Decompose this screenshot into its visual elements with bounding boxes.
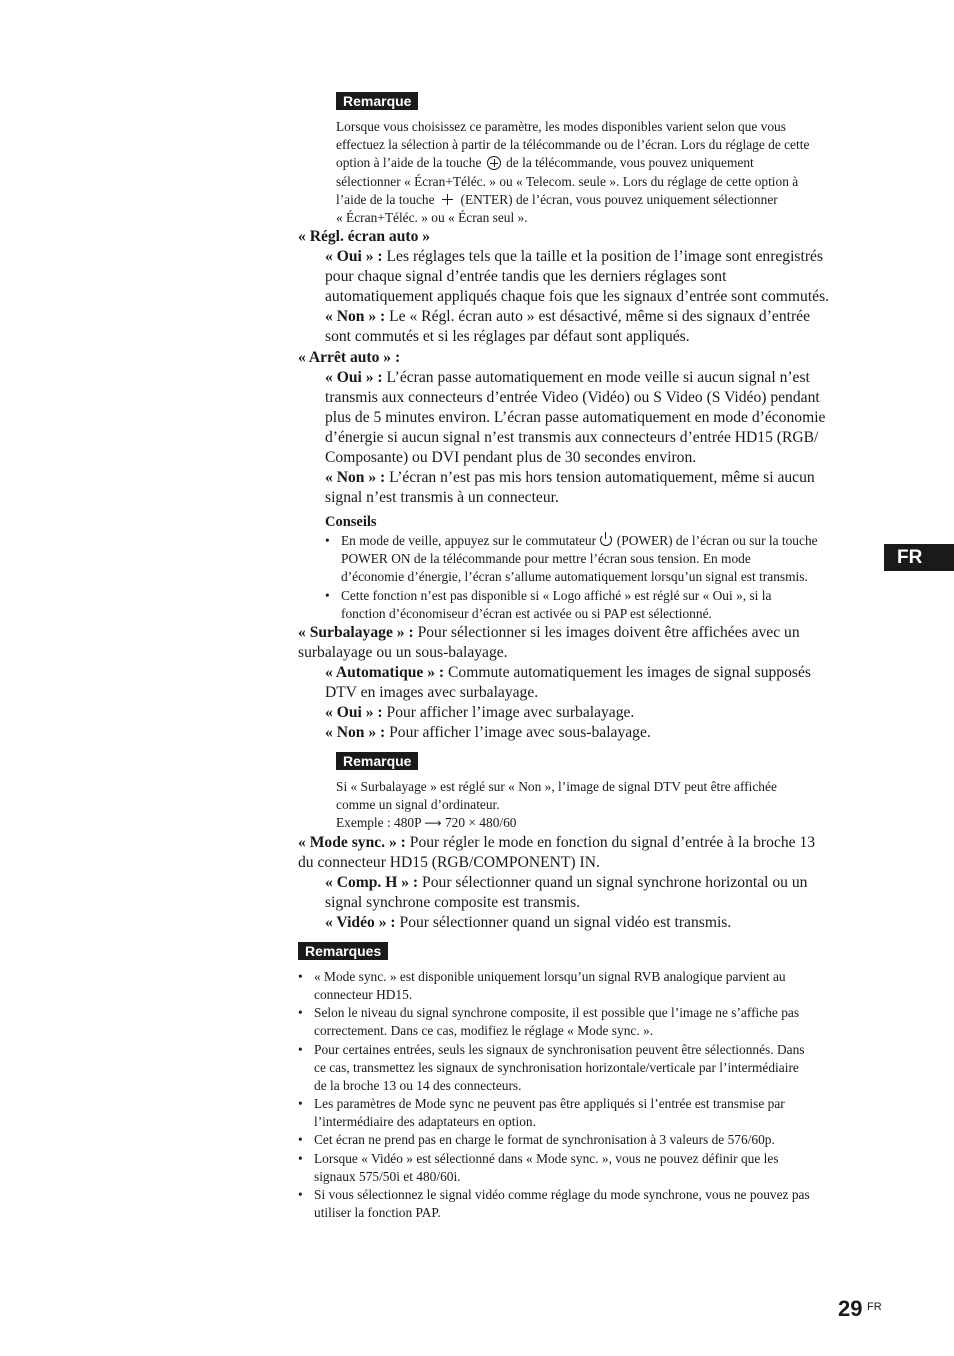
conseil-item: • En mode de veille, appuyez sur le commutateur (POWER) de l’écran ou sur la touche POWER ON de la télécommande pour mettre l’écran sous tension. En mode d’économie d’énergie, l’écran s’allume automatiquement lorsqu’un signal est transmis. (325, 533, 818, 585)
surbalayage-section: « Surbalayage » : Pour sélectionner si les images doivent être affichées avec un surbalayage ou un sous-balayage. (298, 624, 800, 661)
language-tab: FR (884, 544, 954, 571)
remarque-item: • Si vous sélectionnez le signal vidéo comme réglage du mode synchrone, vous ne pouvez pas utiliser la fonction PAP. (298, 1187, 810, 1221)
remarques-badge: Remarques (298, 942, 388, 960)
note-remarque-1 (336, 118, 876, 227)
joystick-icon (487, 156, 501, 170)
regl-oui: « Oui » : Les réglages tels que la taille et la position de l’image sont enregistrés pour chaque signal d’entrée tandis que les derniers réglages sont automatiquement appliqués chaque fois que les signaux d’entrée sont commutés. « Non » : Le « Régl. écran auto » est désactivé, même si des signaux d’entrée sont commutés et si les réglages par défaut sont appliqués. (325, 248, 830, 345)
remarque-item: • Pour certaines entrées, seuls les signaux de synchronisation peuvent être sélectionnés. Dans ce cas, transmettez les signaux de synchronisation horizontale/verticale par l’intermédiaire de la broche 13 ou 14 des connecteurs. (298, 1042, 805, 1094)
note-line: « Écran+Téléc. » ou « Écran seul ». (336, 210, 528, 226)
remarque-badge: Remarque (336, 92, 418, 110)
arret-options: « Oui » : L’écran passe automatiquement en mode veille si aucun signal n’est transmis aux connecteurs d’entrée Video (Vidéo) ou S Video (S Vidéo) pendant plus de 5 minutes environ. L’écran passe automatiquement en mode d’économie d’énergie si aucun signal n’est transmis aux connecteurs d’entrée HD15 (RGB/ Composante) ou DVI pendant plus de 30 secondes environ. « Non » : L’écran n’est pas mis hors tension automatiquement, même si aucun signal n’est transmis à un connecteur. (325, 369, 826, 506)
conseils-heading: Conseils (325, 514, 377, 530)
remarque-item: • Les paramètres de Mode sync ne peuvent pas être appliqués si l’entrée est transmise par l’intermédiaire des adaptateurs en option. (298, 1096, 785, 1130)
remarque-item: • « Mode sync. » est disponible uniquement lorsqu’un signal RVB analogique parvient au connecteur HD15. (298, 969, 786, 1003)
note-line: l’aide de la touche (ENTER) de l’écran, vous pouvez uniquement sélectionner (336, 191, 778, 207)
conseil-item: • Cette fonction n’est pas disponible si « Logo affiché » est réglé sur « Oui », si la fonction d’économiseur d’écran est activée ou si PAP est sélectionné. (325, 588, 772, 622)
arrow-right-icon: ⟶ (424, 816, 442, 831)
regl-heading: « Régl. écran auto » (298, 228, 431, 245)
note-line: option à l’aide de la touche de la télécommande, vous pouvez uniquement (336, 155, 754, 171)
page-number: 29 (838, 1296, 863, 1321)
remarque-item: • Cet écran ne prend pas en charge le format de synchronisation à 3 valeurs de 576/60p. (298, 1132, 775, 1147)
enter-icon (441, 193, 455, 207)
arret-heading: « Arrêt auto » : (298, 349, 401, 366)
page-number-suffix: FR (867, 1301, 882, 1313)
mode-sync-options: « Comp. H » : Pour sélectionner quand un signal synchrone horizontal ou un signal synchrone composite est transmis. « Vidéo » : Pour sélectionner quand un signal vidéo est transmis. (325, 874, 808, 931)
remarque-badge: Remarque (336, 752, 418, 770)
note-remarque-2: Si « Surbalayage » est réglé sur « Non », l’image de signal DTV peut être affichée comme un signal d’ordinateur. Exemple : 480P ⟶ 720 × 480/60 (336, 779, 777, 831)
remarque-item: • Selon le niveau du signal synchrone composite, il est possible que l’image ne s’affiche pas correctement. Dans ce cas, modifiez le réglage « Mode sync. ». (298, 1005, 800, 1039)
surbalayage-options: « Automatique » : Commute automatiquement les images de signal supposés DTV en images avec surbalayage. « Oui » : Pour afficher l’image avec surbalayage. « Non » : Pour afficher l’image avec sous-balayage. (325, 664, 811, 741)
power-icon (600, 534, 612, 546)
note-line: effectuez la sélection à partir de la télécommande ou de l’écran. Lors du réglage de cette (336, 137, 810, 153)
note-line: sélectionner « Écran+Téléc. » ou « Telecom. seule ». Lors du réglage de cette option à (336, 173, 799, 189)
note-line: Lorsque vous choisissez ce paramètre, les modes disponibles varient selon que vous (336, 119, 786, 134)
remarque-item: • Lorsque « Vidéo » est sélectionné dans « Mode sync. », vous ne pouvez définir que les signaux 575/50i et 480/60i. (298, 1151, 779, 1185)
mode-sync-section: « Mode sync. » : Pour régler le mode en fonction du signal d’entrée à la broche 13 du connecteur HD15 (RGB/COMPONENT) IN. (298, 834, 816, 871)
